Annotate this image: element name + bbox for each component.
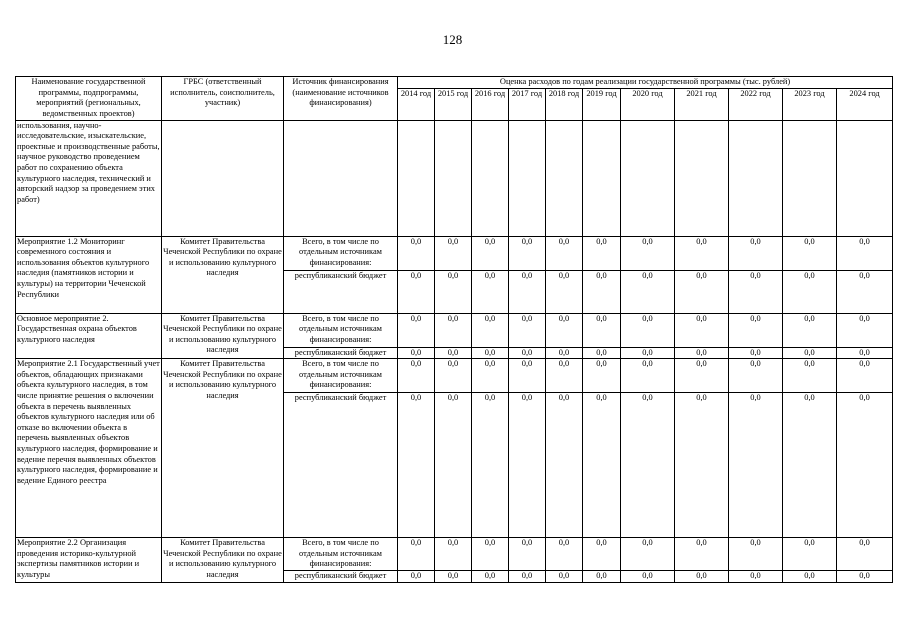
table-row	[16, 359, 893, 393]
funding-source: Всего, в том числе по отдельным источникам финансирования:	[284, 236, 398, 270]
value-cell: 0,0	[583, 236, 621, 270]
value-cell: 0,0	[546, 347, 583, 359]
header-year: 2024 год	[837, 88, 893, 120]
funding-source: республиканский бюджет	[284, 270, 398, 313]
measure-grbs: Комитет Правительства Чеченской Республики по охране и использованию культурного наследия	[162, 538, 284, 582]
value-cell: 0,0	[435, 347, 472, 359]
table-row	[16, 538, 893, 571]
value-cell: 0,0	[583, 393, 621, 538]
table-row	[16, 313, 893, 347]
value-cell: 0,0	[509, 236, 546, 270]
value-cell: 0,0	[398, 313, 435, 347]
value-cell: 0,0	[675, 347, 729, 359]
header-year: 2023 год	[783, 88, 837, 120]
value-cell: 0,0	[509, 393, 546, 538]
value-cell: 0,0	[509, 270, 546, 313]
value-cell: 0,0	[546, 270, 583, 313]
value-cell: 0,0	[583, 538, 621, 571]
value-cell: 0,0	[783, 313, 837, 347]
continuation-name: использования, научно-исследовательские, изыскательские, проектные и производственные работы, научное руководство проведением работ по сохранению объекта культурного наследия, технический и авторский надзор за проведением этих работ)	[16, 120, 162, 236]
funding-source: Всего, в том числе по отдельным источникам финансирования:	[284, 538, 398, 571]
value-cell: 0,0	[472, 570, 509, 582]
value-cell: 0,0	[729, 313, 783, 347]
value-cell: 0,0	[621, 270, 675, 313]
value-cell: 0,0	[472, 538, 509, 571]
value-cell: 0,0	[398, 236, 435, 270]
header-name: Наименование государственной программы, подпрограммы, мероприятий (региональных, ведомственных проектов)	[16, 77, 162, 121]
header-year: 2020 год	[621, 88, 675, 120]
value-cell: 0,0	[783, 393, 837, 538]
value-cell: 0,0	[783, 359, 837, 393]
value-cell: 0,0	[837, 313, 893, 347]
value-cell: 0,0	[546, 236, 583, 270]
value-cell: 0,0	[729, 347, 783, 359]
funding-source: Всего, в том числе по отдельным источникам финансирования:	[284, 359, 398, 393]
value-cell: 0,0	[621, 393, 675, 538]
value-cell: 0,0	[729, 570, 783, 582]
header-year: 2016 год	[472, 88, 509, 120]
value-cell: 0,0	[398, 347, 435, 359]
expenditure-table	[15, 76, 893, 583]
value-cell: 0,0	[837, 359, 893, 393]
value-cell: 0,0	[583, 570, 621, 582]
value-cell: 0,0	[837, 538, 893, 571]
measure-grbs: Комитет Правительства Чеченской Республики по охране и использованию культурного наследия	[162, 359, 284, 538]
value-cell: 0,0	[837, 347, 893, 359]
value-cell: 0,0	[509, 570, 546, 582]
value-cell: 0,0	[546, 538, 583, 571]
header-years-group: Оценка расходов по годам реализации государственной программы (тыс. рублей)	[398, 77, 893, 89]
measure-name: Мероприятие 2.1 Государственный учет объектов, обладающих признаками объекта культурного наследия, в том числе принятие решения о включении объекта в перечень выявленных объектов культурного наследия или об отказе во включении объекта в перечень выявленных объектов культурного наследия, формирование и ведение перечня выявленных объектов культурного наследия, формирование и ведение Единого реестра	[16, 359, 162, 538]
header-year: 2014 год	[398, 88, 435, 120]
header-grbs: ГРБС (ответственный исполнитель, соисполнитель, участник)	[162, 77, 284, 121]
value-cell: 0,0	[783, 236, 837, 270]
value-cell: 0,0	[675, 570, 729, 582]
value-cell: 0,0	[435, 570, 472, 582]
value-cell: 0,0	[435, 236, 472, 270]
measure-name: Основное мероприятие 2. Государственная охрана объектов культурного наследия	[16, 313, 162, 359]
value-cell: 0,0	[783, 270, 837, 313]
value-cell: 0,0	[621, 538, 675, 571]
measure-grbs: Комитет Правительства Чеченской Республики по охране и использованию культурного наследия	[162, 236, 284, 313]
value-cell: 0,0	[837, 270, 893, 313]
value-cell: 0,0	[546, 313, 583, 347]
value-cell: 0,0	[783, 538, 837, 571]
value-cell: 0,0	[509, 347, 546, 359]
header-year: 2017 год	[509, 88, 546, 120]
value-cell: 0,0	[729, 359, 783, 393]
value-cell: 0,0	[472, 270, 509, 313]
funding-source: республиканский бюджет	[284, 570, 398, 582]
value-cell: 0,0	[675, 538, 729, 571]
value-cell: 0,0	[398, 570, 435, 582]
value-cell: 0,0	[583, 270, 621, 313]
value-cell: 0,0	[398, 393, 435, 538]
value-cell: 0,0	[583, 347, 621, 359]
value-cell: 0,0	[472, 313, 509, 347]
value-cell: 0,0	[729, 393, 783, 538]
value-cell: 0,0	[472, 393, 509, 538]
value-cell: 0,0	[621, 313, 675, 347]
value-cell: 0,0	[675, 359, 729, 393]
value-cell: 0,0	[675, 313, 729, 347]
measure-grbs: Комитет Правительства Чеченской Республики по охране и использованию культурного наследия	[162, 313, 284, 359]
header-source: Источник финансирования (наименование источников финансирования)	[284, 77, 398, 121]
value-cell: 0,0	[621, 359, 675, 393]
value-cell: 0,0	[675, 236, 729, 270]
value-cell: 0,0	[472, 236, 509, 270]
value-cell: 0,0	[509, 359, 546, 393]
header-year: 2022 год	[729, 88, 783, 120]
funding-source: республиканский бюджет	[284, 393, 398, 538]
value-cell: 0,0	[729, 236, 783, 270]
value-cell: 0,0	[435, 538, 472, 571]
value-cell: 0,0	[583, 359, 621, 393]
value-cell: 0,0	[783, 570, 837, 582]
value-cell: 0,0	[837, 393, 893, 538]
value-cell: 0,0	[546, 393, 583, 538]
value-cell: 0,0	[621, 347, 675, 359]
value-cell: 0,0	[621, 570, 675, 582]
value-cell: 0,0	[675, 270, 729, 313]
value-cell: 0,0	[675, 393, 729, 538]
value-cell: 0,0	[509, 538, 546, 571]
value-cell: 0,0	[729, 538, 783, 571]
header-year: 2019 год	[583, 88, 621, 120]
value-cell: 0,0	[435, 393, 472, 538]
value-cell: 0,0	[729, 270, 783, 313]
header-year: 2021 год	[675, 88, 729, 120]
value-cell: 0,0	[398, 270, 435, 313]
header-year: 2018 год	[546, 88, 583, 120]
value-cell: 0,0	[837, 570, 893, 582]
value-cell: 0,0	[837, 236, 893, 270]
measure-name: Мероприятие 1.2 Мониторинг современного состояния и использования объектов культурного наследия (памятников истории и культуры) на территории Чеченской Республики	[16, 236, 162, 313]
value-cell: 0,0	[783, 347, 837, 359]
value-cell: 0,0	[546, 359, 583, 393]
value-cell: 0,0	[398, 359, 435, 393]
value-cell: 0,0	[398, 538, 435, 571]
funding-source: республиканский бюджет	[284, 347, 398, 359]
page-number: 128	[442, 32, 463, 47]
funding-source: Всего, в том числе по отдельным источникам финансирования:	[284, 313, 398, 347]
value-cell: 0,0	[583, 313, 621, 347]
measure-name: Мероприятие 2.2 Организация проведения историко-культурной экспертизы памятников истории и культуры	[16, 538, 162, 582]
table-row	[16, 236, 893, 270]
value-cell: 0,0	[435, 270, 472, 313]
value-cell: 0,0	[472, 359, 509, 393]
value-cell: 0,0	[435, 359, 472, 393]
value-cell: 0,0	[472, 347, 509, 359]
value-cell: 0,0	[621, 236, 675, 270]
header-year: 2015 год	[435, 88, 472, 120]
value-cell: 0,0	[435, 313, 472, 347]
value-cell: 0,0	[546, 570, 583, 582]
value-cell: 0,0	[509, 313, 546, 347]
